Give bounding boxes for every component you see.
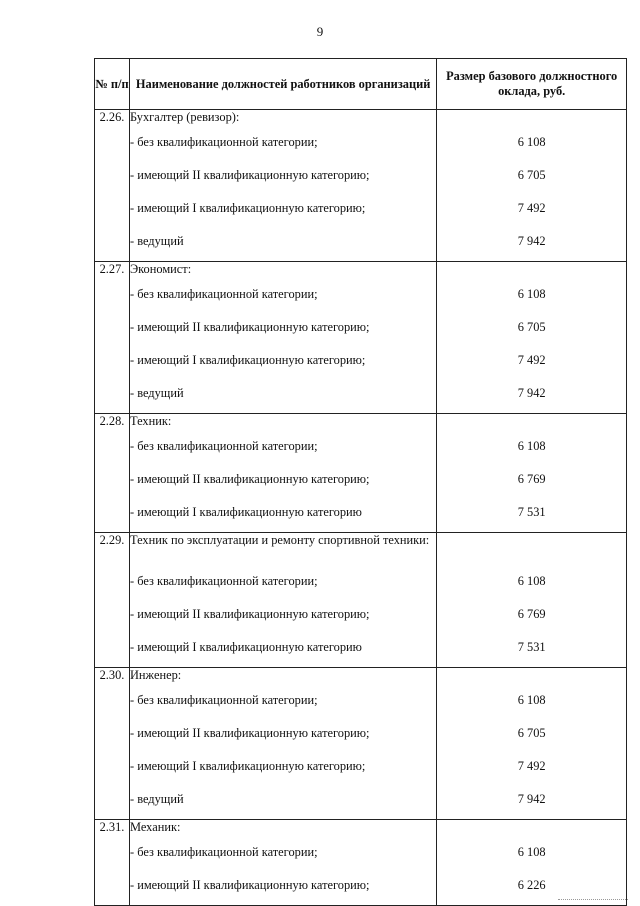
- table-row: [95, 872, 627, 906]
- group-number: 2.27.: [95, 262, 130, 282]
- row-label: - ведущий: [129, 380, 436, 414]
- row-number-empty: [95, 687, 130, 720]
- row-number-empty: [95, 499, 130, 533]
- row-label: - имеющий I квалификационную категорию;: [129, 753, 436, 786]
- row-number-empty: [95, 466, 130, 499]
- row-number-empty: [95, 601, 130, 634]
- group-value-empty: [437, 414, 627, 434]
- row-number-empty: [95, 720, 130, 753]
- row-number-empty: [95, 162, 130, 195]
- group-value-empty: [437, 533, 627, 569]
- row-label: - без квалификационной категории;: [129, 281, 436, 314]
- table-row: [95, 753, 627, 786]
- row-salary-value: 7 492: [437, 753, 627, 786]
- row-salary-value: 6 705: [437, 720, 627, 753]
- header-salary: Размер базового должностного оклада, руб.: [437, 59, 627, 110]
- table-row: [95, 433, 627, 466]
- group-header-row: [95, 262, 627, 282]
- group-number: 2.29.: [95, 533, 130, 569]
- row-label: - имеющий II квалификационную категорию;: [129, 601, 436, 634]
- table-row: [95, 720, 627, 753]
- table-row: [95, 687, 627, 720]
- row-number-empty: [95, 872, 130, 906]
- row-label: - без квалификационной категории;: [129, 687, 436, 720]
- row-number-empty: [95, 195, 130, 228]
- row-label: - без квалификационной категории;: [129, 433, 436, 466]
- row-label: - имеющий I квалификационную категорию: [129, 634, 436, 668]
- table-row: [95, 568, 627, 601]
- table-row: [95, 499, 627, 533]
- row-label: - имеющий I квалификационную категорию;: [129, 195, 436, 228]
- row-label: - ведущий: [129, 228, 436, 262]
- group-number: 2.30.: [95, 668, 130, 688]
- group-value-empty: [437, 820, 627, 840]
- row-label: - имеющий II квалификационную категорию;: [129, 720, 436, 753]
- group-header-row: [95, 110, 627, 130]
- group-title: Бухгалтер (ревизор):: [129, 110, 436, 130]
- header-num: № п/п: [95, 59, 130, 110]
- row-salary-value: 6 108: [437, 129, 627, 162]
- group-header-row: [95, 414, 627, 434]
- row-salary-value: 6 108: [437, 687, 627, 720]
- row-label: - без квалификационной категории;: [129, 129, 436, 162]
- group-header-row: [95, 820, 627, 840]
- table-row: [95, 839, 627, 872]
- table-row: [95, 314, 627, 347]
- row-label: - имеющий I квалификационную категорию: [129, 499, 436, 533]
- table-body: [95, 110, 627, 906]
- scan-artifact-line: [558, 899, 628, 901]
- row-number-empty: [95, 281, 130, 314]
- row-label: - без квалификационной категории;: [129, 839, 436, 872]
- table-header-row: [95, 59, 627, 110]
- row-number-empty: [95, 839, 130, 872]
- group-value-empty: [437, 110, 627, 130]
- table-row: [95, 281, 627, 314]
- page-number: 9: [316, 24, 324, 39]
- row-number-empty: [95, 786, 130, 820]
- group-number: 2.26.: [95, 110, 130, 130]
- row-label: - имеющий II квалификационную категорию;: [129, 466, 436, 499]
- row-salary-value: 6 769: [437, 466, 627, 499]
- row-label: - имеющий I квалификационную категорию;: [129, 347, 436, 380]
- row-salary-value: 7 942: [437, 786, 627, 820]
- row-label: - имеющий II квалификационную категорию;: [129, 872, 436, 906]
- table-row: [95, 347, 627, 380]
- row-number-empty: [95, 433, 130, 466]
- group-title: Техник:: [129, 414, 436, 434]
- group-title: Механик:: [129, 820, 436, 840]
- row-salary-value: 6 705: [437, 314, 627, 347]
- row-salary-value: 6 226: [437, 872, 627, 906]
- row-salary-value: 7 492: [437, 347, 627, 380]
- group-value-empty: [437, 668, 627, 688]
- group-number: 2.31.: [95, 820, 130, 840]
- group-title: Техник по эксплуатации и ремонту спортивной техники:: [129, 533, 436, 569]
- table-row: [95, 162, 627, 195]
- row-salary-value: 6 108: [437, 281, 627, 314]
- group-title: Инженер:: [129, 668, 436, 688]
- group-header-row: [95, 668, 627, 688]
- row-number-empty: [95, 568, 130, 601]
- table-row: [95, 634, 627, 668]
- row-number-empty: [95, 314, 130, 347]
- group-number: 2.28.: [95, 414, 130, 434]
- row-salary-value: 7 492: [437, 195, 627, 228]
- table-row: [95, 380, 627, 414]
- row-salary-value: 6 769: [437, 601, 627, 634]
- row-salary-value: 7 942: [437, 228, 627, 262]
- group-value-empty: [437, 262, 627, 282]
- row-salary-value: 6 108: [437, 568, 627, 601]
- row-number-empty: [95, 634, 130, 668]
- row-salary-value: 7 942: [437, 380, 627, 414]
- row-salary-value: 6 108: [437, 839, 627, 872]
- row-label: - имеющий II квалификационную категорию;: [129, 314, 436, 347]
- table-row: [95, 195, 627, 228]
- table-row: [95, 786, 627, 820]
- table-row: [95, 228, 627, 262]
- row-number-empty: [95, 228, 130, 262]
- row-label: - ведущий: [129, 786, 436, 820]
- table-row: [95, 129, 627, 162]
- group-header-row: [95, 533, 627, 569]
- row-number-empty: [95, 380, 130, 414]
- header-position-name: Наименование должностей работников организаций: [129, 59, 436, 110]
- row-salary-value: 6 705: [437, 162, 627, 195]
- row-salary-value: 7 531: [437, 634, 627, 668]
- row-number-empty: [95, 753, 130, 786]
- row-number-empty: [95, 129, 130, 162]
- row-number-empty: [95, 347, 130, 380]
- row-salary-value: 6 108: [437, 433, 627, 466]
- row-label: - без квалификационной категории;: [129, 568, 436, 601]
- group-title: Экономист:: [129, 262, 436, 282]
- table-row: [95, 601, 627, 634]
- row-salary-value: 7 531: [437, 499, 627, 533]
- table-row: [95, 466, 627, 499]
- salary-table: [94, 58, 627, 906]
- row-label: - имеющий II квалификационную категорию;: [129, 162, 436, 195]
